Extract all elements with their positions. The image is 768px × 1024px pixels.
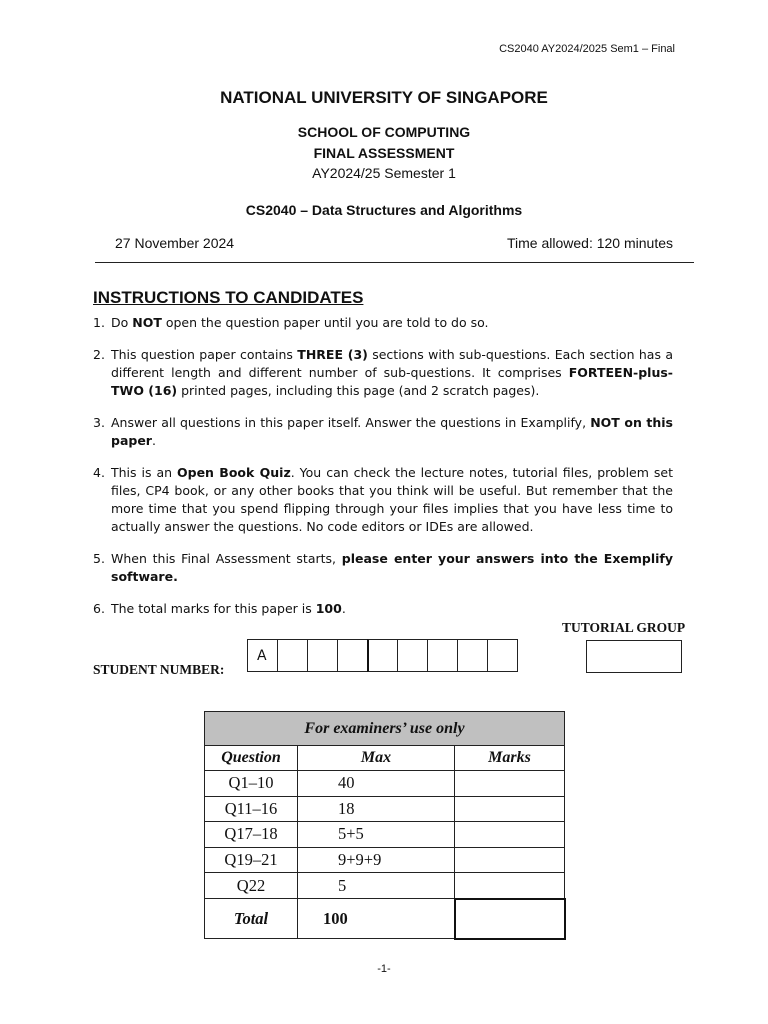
- total-label: Total: [205, 899, 298, 939]
- student-number-cell[interactable]: [277, 639, 308, 672]
- university-name: NATIONAL UNIVERSITY OF SINGAPORE: [220, 88, 548, 107]
- table-row: [205, 796, 565, 822]
- assessment-title: FINAL ASSESSMENT: [313, 145, 455, 161]
- marks-cell[interactable]: [455, 847, 565, 873]
- header-divider: [95, 262, 694, 263]
- instruction-text: printed pages, including this page (and 2 scratch pages).: [177, 383, 540, 398]
- question-cell: Q17–18: [205, 822, 298, 848]
- instructions-list: [93, 314, 673, 632]
- question-cell: Q1–10: [205, 771, 298, 797]
- semester: AY2024/25 Semester 1: [312, 165, 456, 181]
- table-row: [205, 873, 565, 899]
- instruction-item: [93, 314, 673, 332]
- instruction-text: Do: [111, 315, 133, 330]
- instruction-item: [93, 600, 673, 618]
- student-number-cell[interactable]: [397, 639, 428, 672]
- marks-cell[interactable]: [455, 873, 565, 899]
- instruction-emphasis: Open Book Quiz: [177, 465, 291, 480]
- instruction-number: 1.: [93, 315, 105, 330]
- tutorial-group-box[interactable]: [586, 640, 682, 673]
- instruction-text: This is an: [111, 465, 177, 480]
- question-cell: Q22: [205, 873, 298, 899]
- instruction-text: . You can check the lecture notes, tutorial files, problem set files, CP4 book, or any other books that you think will be useful. But remember that the more time that you spend flipping through your files implies that you have less time to actually answer the questions. No code editors or IDEs are allowed.: [111, 465, 673, 534]
- instruction-emphasis: THREE (3): [297, 347, 368, 362]
- student-number-cell[interactable]: [367, 639, 398, 672]
- total-row: [205, 899, 565, 939]
- question-cell: Q11–16: [205, 796, 298, 822]
- instruction-text: The total marks for this paper is: [111, 601, 316, 616]
- instruction-number: 3.: [93, 415, 105, 430]
- instruction-item: [93, 464, 673, 536]
- examiners-table-title: For examiners’ use only: [205, 712, 565, 746]
- instruction-emphasis: please enter your answers into the Exemplify software.: [111, 551, 673, 584]
- instruction-text: .: [151, 433, 156, 448]
- question-cell: Q19–21: [205, 847, 298, 873]
- instruction-emphasis: 100: [315, 601, 342, 616]
- instructions-heading: INSTRUCTIONS TO CANDIDATES: [93, 288, 364, 307]
- student-number-cell[interactable]: [307, 639, 338, 672]
- student-number-boxes: [248, 639, 518, 672]
- marks-cell[interactable]: [455, 796, 565, 822]
- max-cell: 18: [298, 796, 455, 822]
- instruction-number: 2.: [93, 347, 105, 362]
- student-number-cell[interactable]: [457, 639, 488, 672]
- instruction-number: 4.: [93, 465, 105, 480]
- tutorial-group-label: TUTORIAL GROUP: [562, 620, 686, 635]
- total-marks-cell[interactable]: [455, 899, 565, 939]
- max-cell: 5: [298, 873, 455, 899]
- column-header-question: Question: [205, 746, 298, 771]
- student-number-label: STUDENT NUMBER:: [93, 662, 225, 677]
- instruction-emphasis: NOT: [132, 315, 162, 330]
- student-number-cell[interactable]: [337, 639, 368, 672]
- student-number-cell[interactable]: [427, 639, 458, 672]
- instruction-text: .: [341, 601, 346, 616]
- examiners-table: [204, 711, 566, 940]
- instruction-item: [93, 414, 673, 450]
- instruction-text: Answer all questions in this paper itself. Answer the questions in Examplify,: [111, 415, 591, 430]
- student-number-cell[interactable]: [487, 639, 518, 672]
- exam-date: 27 November 2024: [115, 235, 235, 251]
- page-number: -1-: [377, 963, 391, 975]
- instruction-emphasis: NOT on this paper: [111, 415, 673, 448]
- header-course-line: CS2040 AY2024/2025 Sem1 – Final: [499, 43, 675, 55]
- instruction-item: [93, 346, 673, 400]
- column-header-marks: Marks: [455, 746, 565, 771]
- marks-cell[interactable]: [455, 822, 565, 848]
- table-row: [205, 822, 565, 848]
- total-max: 100: [298, 899, 455, 939]
- school-name: SCHOOL OF COMPUTING: [297, 124, 471, 140]
- instruction-text: sections with sub-questions. Each section has a different length and different number of sub-questions. It comprises: [111, 347, 673, 380]
- instruction-number: 6.: [93, 601, 105, 616]
- time-allowed: Time allowed: 120 minutes: [506, 235, 673, 251]
- marks-cell[interactable]: [455, 771, 565, 797]
- table-row: [205, 847, 565, 873]
- max-cell: 40: [298, 771, 455, 797]
- instruction-text: open the question paper until you are told to do so.: [161, 315, 489, 330]
- student-number-cell[interactable]: A: [247, 639, 278, 672]
- instruction-emphasis: FORTEEN-plus-TWO (16): [111, 365, 673, 398]
- max-cell: 5+5: [298, 822, 455, 848]
- instruction-item: [93, 550, 673, 586]
- instruction-text: This question paper contains: [111, 347, 298, 362]
- column-header-max: Max: [298, 746, 455, 771]
- course-title: CS2040 – Data Structures and Algorithms: [245, 202, 523, 218]
- max-cell: 9+9+9: [298, 847, 455, 873]
- table-row: [205, 771, 565, 797]
- instruction-text: When this Final Assessment starts,: [111, 551, 342, 566]
- instruction-number: 5.: [93, 551, 105, 566]
